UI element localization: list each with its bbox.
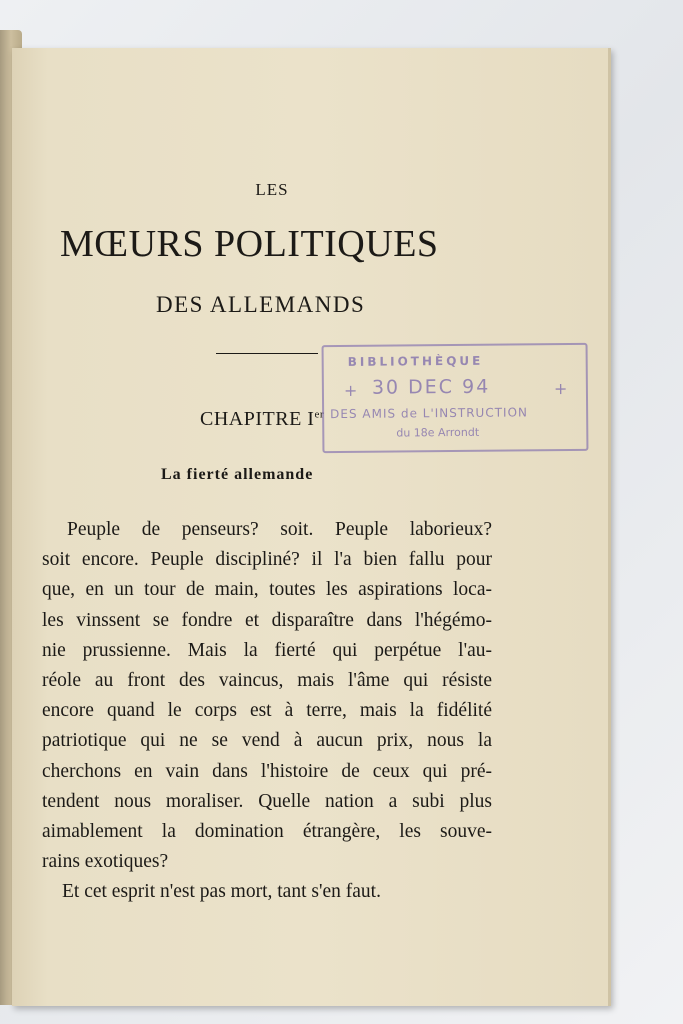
text-line: aimablement la domination étrangère, les souve-	[42, 821, 492, 843]
text-line: nie prussienne. Mais la fierté qui perpétue l'au-	[42, 639, 492, 661]
stamp-district-text: du 18e Arrondt	[396, 425, 480, 440]
chapter-ordinal: er	[314, 408, 324, 421]
stamp-cross-icon: +	[553, 379, 568, 399]
chapter-label: CHAPITRE I	[200, 408, 315, 430]
book-page	[12, 48, 611, 1006]
page-title: MŒURS POLITIQUES	[60, 223, 439, 265]
text-line: encore quand le corps est à terre, mais la fidélité	[42, 700, 492, 722]
text-line: que, en un tour de main, toutes les aspirations loca-	[42, 579, 492, 601]
text-line: Et cet esprit n'est pas mort, tant s'en faut.	[62, 881, 381, 903]
text-line: cherchons en vain dans l'histoire de ceux qui pré-	[42, 760, 492, 782]
text-line: tendent nous moraliser. Quelle nation a subi plus	[42, 790, 492, 812]
body-paragraphs	[42, 515, 492, 908]
text-line: les vinssent se fondre et disparaître dans l'hégémo-	[42, 609, 492, 631]
library-stamp	[322, 343, 589, 453]
text-line: patriotique qui ne se vend à aucun prix, nous la	[42, 730, 492, 752]
title-les: LES	[255, 180, 289, 199]
stamp-society-text: DES AMIS de L'INSTRUCTION	[330, 405, 529, 422]
chapter-heading	[200, 408, 324, 431]
section-title: La fierté allemande	[161, 466, 314, 483]
stamp-date: 30 DEC 94	[371, 375, 491, 399]
stamp-library-text: BIBLIOTHÈQUE	[347, 353, 484, 369]
text-line: Peuple de penseurs? soit. Peuple laborieux?	[67, 519, 492, 540]
page-subtitle: DES ALLEMANDS	[156, 292, 366, 317]
text-line: soit encore. Peuple discipliné? il l'a bien fallu pour	[42, 549, 492, 571]
stamp-cross-icon: +	[343, 380, 358, 400]
text-line: réole au front des vaincus, mais l'âme qui résiste	[42, 670, 492, 692]
title-divider	[216, 353, 318, 354]
text-line: rains exotiques?	[42, 851, 169, 873]
